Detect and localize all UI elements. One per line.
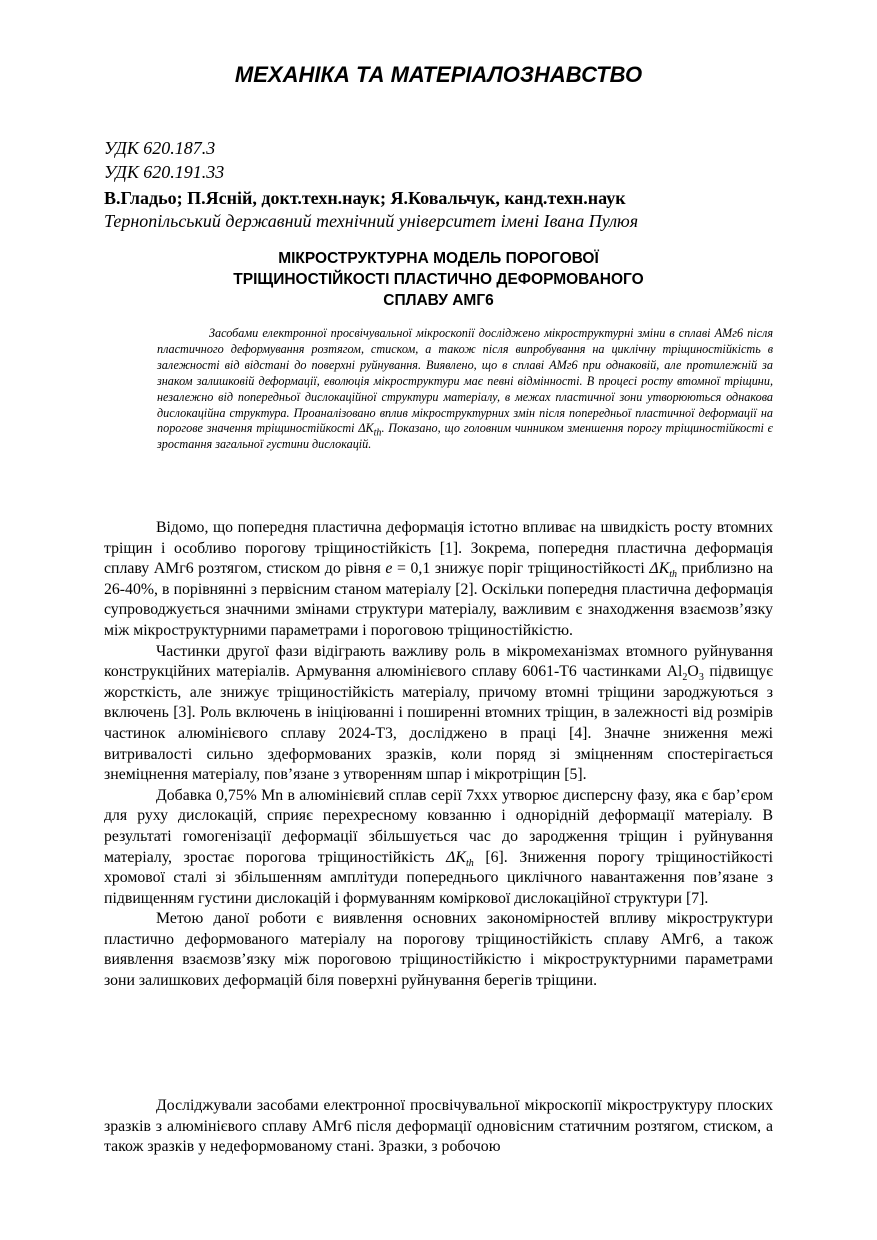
body-methods [104,1096,773,1158]
strain-symbol: e [385,560,393,578]
authors: В.Гладьо; П.Ясній, докт.техн.наук; Я.Ковальчук, канд.техн.наук [104,188,626,208]
paragraph-3: Добавка 0,75% Mn в алюмінієвий сплав серії 7ххх утворює дисперсну фазу, яка є бар’єром для руху дислокацій, сприяє перехресному ковзанню і однорідній деформації матеріалу. В результаті гомогенізації деформації збільшується час до зародження тріщин і руйнування матеріалу, зростає порогова тріщиностійкість $\Delta K_{th}$ [6]. Зниження порогу тріщиностійкості хромової сталі зі збільшенням амплітуди попереднього циклічного навантаження пов’язане з підвищенням густини дислокацій і формуванням коміркової дислокаційної структури [7]. [104,786,773,907]
delta-k-symbol: $\Delta K_{th}$ [358,421,382,439]
paragraph-5: Досліджували засобами електронної просвічувальної мікроскопії мікроструктуру плоских зразків з алюмінієвого сплаву АМг6 після деформації одновісним статичним розтягом, стиском, а також зразків у недеформованому стані. Зразки, з робочою [104,1097,773,1156]
paper-title-line-3: СПЛАВУ АМГ6 [383,292,494,309]
abstract-text-1: Засобами електронної просвічувальної мікроскопії досліджено мікроструктурні зміни в сплаві АМг6 після пластичного деформування розтягом, стиском, а також після випробування на циклічну тріщиностійкість в залежності від відстані до поверхні руйнування. Виявлено, що в сплаві АМг6 при однаковій, але протилежній за знаком залишковій деформації, еволюція мікроструктури має певні відмінності. В процесі росту втомної тріщини, незалежно від попередньої дислокаційної структури матеріалу, в межах пластичної зони утворюються однакова дислокаційна структура. Проаналізовано вплив мікроструктурних змін після попередньої пластичної деформації на порогове значення тріщиностійкості [157,326,773,436]
paper-title [0,248,877,311]
abstract-text-2: . Показано, що головним чинником зменшення порогу тріщиностійкості є зростання загальної густини дислокацій. [157,421,773,452]
paragraph-2: Частинки другої фази відіграють важливу роль в мікромеханізмах втомного руйнування конструкційних матеріалів. Армування алюмінієвого сплаву 6061-Т6 частинками $Al_2O_3$ підвищує жорсткість, але знижує тріщиностійкість матеріалу, причому втомні тріщини зароджуються з включень [3]. Роль включень в ініціюванні і поширенні втомних тріщин, в залежності від розмірів частинок алюмінієвого сплаву 2024-Т3, досліджено в праці [4]. Значне зниження межі витривалості сильно здеформованих зразків, коли поряд зі зміцненням спостерігається знеміцнення матеріалу, пов’язане з утворенням шпар і мікротріщин [5]. [104,642,773,784]
paper-title-line-2: ТРІЩИНОСТІЙКОСТІ ПЛАСТИЧНО ДЕФОРМОВАНОГО [233,271,644,288]
paragraph-1: Відомо, що попередня пластична деформація істотно впливає на швидкість росту втомних тріщин і особливо порогову тріщиностійкість [1]. Зокрема, попередня пластична деформація сплаву АМг6 розтягом, стиском до рівня e = 0,1 знижує поріг тріщиностійкості $\Delta K_{th}$ приблизно на 26-40%, в порівнянні з первісним станом матеріалу [2]. Оскільки попередня пластична деформація супроводжується значними змінами структури матеріалу, важливим є знаходження взаємозв’язку між мікроструктурними параметрами і пороговою тріщиностійкістю. [104,519,774,639]
body-intro [104,518,773,992]
affiliation: Тернопільський державний технічний університет імені Івана Пулюя [104,211,639,231]
udk-code-1: УДК 620.187.3 [104,138,216,158]
delta-k-symbol: $\Delta K_{th}$ [649,560,678,581]
paper-title-line-1: МІКРОСТРУКТУРНА МОДЕЛЬ ПОРОГОВОЇ [278,250,599,267]
section-title: МЕХАНІКА ТА МАТЕРІАЛОЗНАВСТВО [234,62,643,87]
udk-code-2: УДК 620.191.33 [104,162,225,182]
abstract [157,326,773,453]
delta-k-symbol: $\Delta K_{th}$ [446,848,474,869]
paragraph-4: Метою даної роботи є виявлення основних закономірностей впливу мікроструктури пластично деформованого матеріалу на порогову тріщиностійкість сплаву АМг6, а також виявлення взаємозв’язку між пороговою тріщиностійкістю і мікроструктурними параметрами зони залишкових деформацій біля поверхні руйнування берегів тріщини. [104,910,773,990]
